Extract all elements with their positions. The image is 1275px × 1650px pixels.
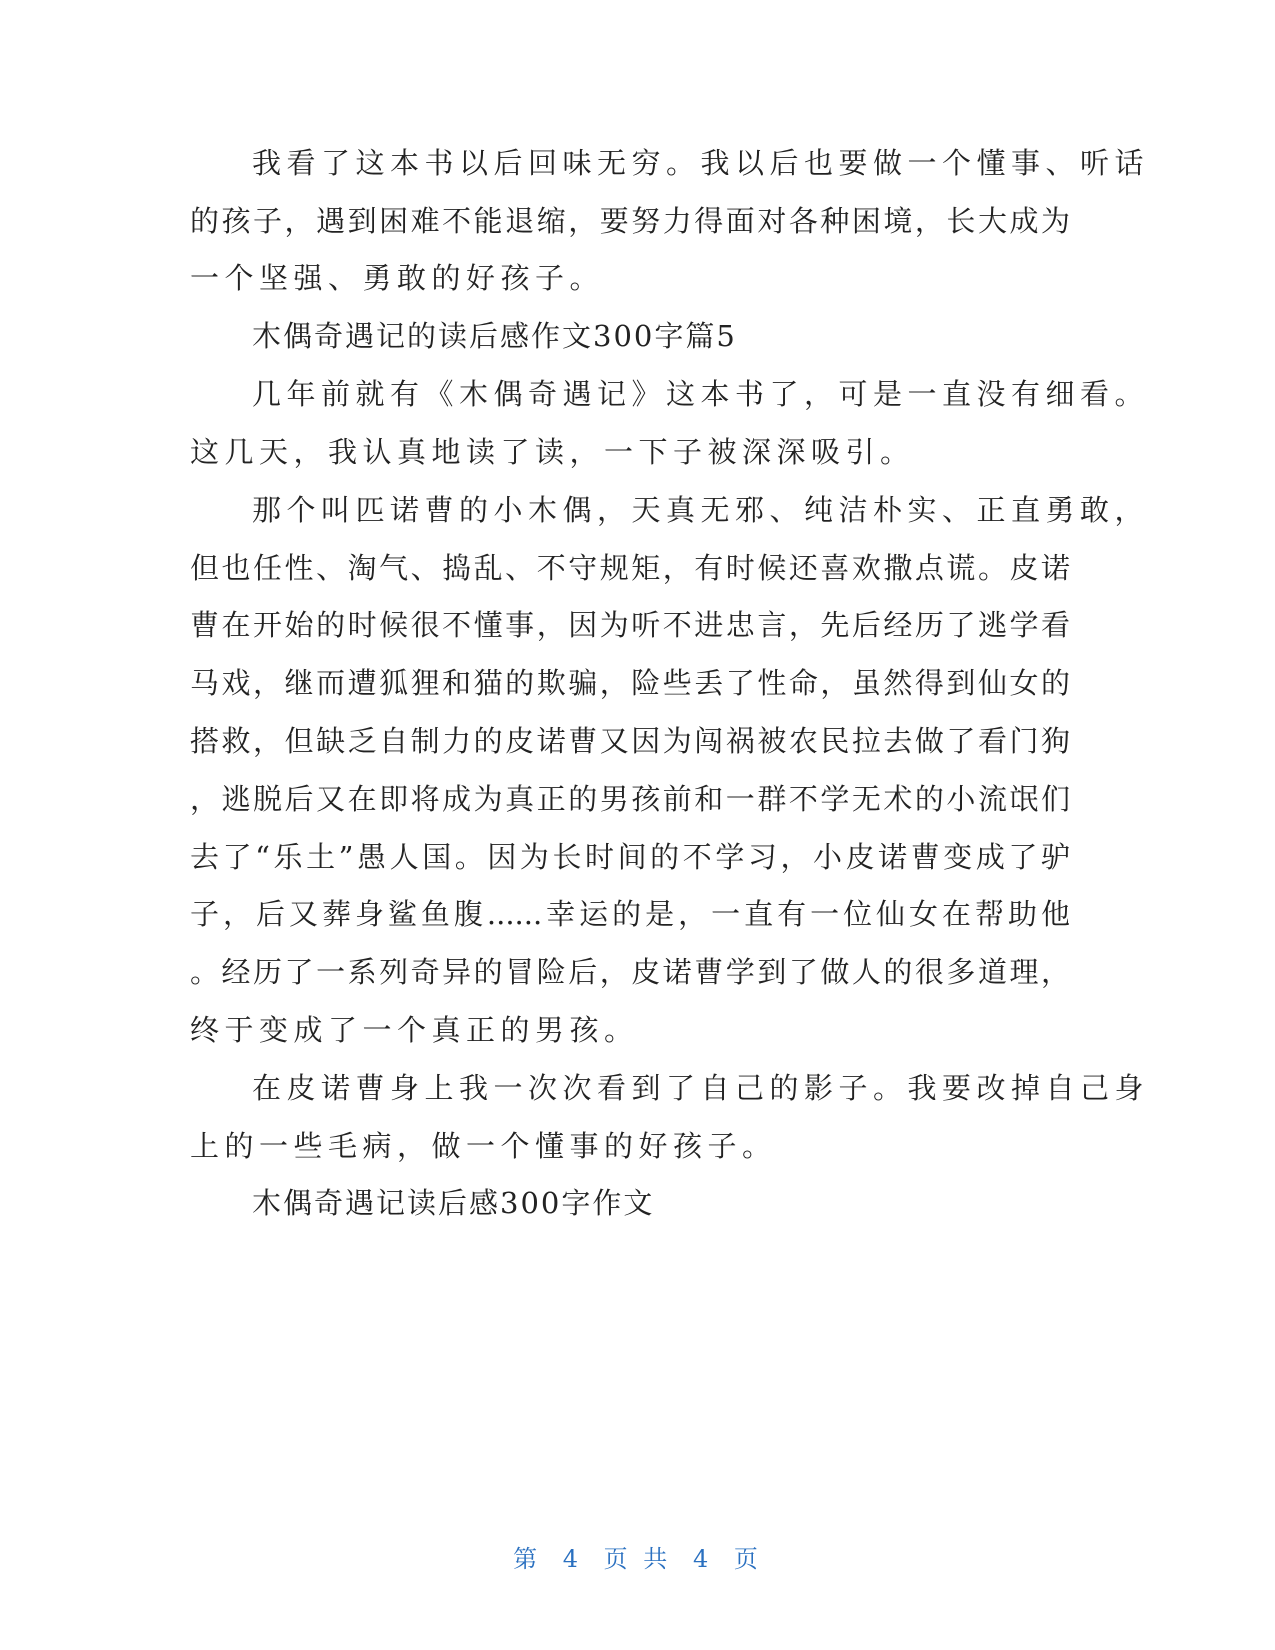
text-line: 但也任性、淘气、捣乱、不守规矩，有时候还喜欢撒点谎。皮诺 bbox=[190, 551, 1070, 585]
text-line: 马戏，继而遭狐狸和猫的欺骗，险些丢了性命，虽然得到仙女的 bbox=[190, 666, 1070, 700]
text-line: 几年前就有《木偶奇遇记》这本书了，可是一直没有细看。 bbox=[252, 377, 1150, 411]
text-line: 子，后又葬身鲨鱼腹......幸运的是，一直有一位仙女在帮助他 bbox=[190, 897, 1070, 931]
text-line: 搭救，但缺乏自制力的皮诺曹又因为闯祸被农民拉去做了看门狗 bbox=[190, 724, 1070, 758]
text-line: 这几天，我认真地读了读，一下子被深深吸引。 bbox=[190, 435, 915, 469]
footer-page-number: 4 bbox=[562, 1545, 583, 1573]
text-line: 。经历了一系列奇异的冒险后，皮诺曹学到了做人的很多道理， bbox=[190, 955, 1070, 989]
text-line: 一个坚强、勇敢的好孩子。 bbox=[190, 261, 605, 295]
text-line: 曹在开始的时候很不懂事，因为听不进忠言，先后经历了逃学看 bbox=[190, 608, 1070, 642]
section-heading: 木偶奇遇记的读后感作文300字篇5 bbox=[252, 319, 737, 353]
footer-suffix: 页 bbox=[733, 1545, 762, 1573]
text-line: 我看了这本书以后回味无穷。我以后也要做一个懂事、听话 bbox=[252, 146, 1150, 180]
text-line: ，逃脱后又在即将成为真正的男孩前和一群不学无术的小流氓们 bbox=[190, 782, 1070, 816]
text-line: 那个叫匹诺曹的小木偶，天真无邪、纯洁朴实、正直勇敢， bbox=[252, 493, 1150, 527]
text-line: 在皮诺曹身上我一次次看到了自己的影子。我要改掉自己身 bbox=[252, 1071, 1150, 1105]
footer-prefix: 第 bbox=[513, 1545, 542, 1573]
footer-middle: 页 共 bbox=[603, 1545, 672, 1573]
text-line: 上的一些毛病，做一个懂事的好孩子。 bbox=[190, 1129, 777, 1163]
text-line: 去了“乐土”愚人国。因为长时间的不学习，小皮诺曹变成了驴 bbox=[190, 840, 1070, 874]
section-heading: 木偶奇遇记读后感300字作文 bbox=[252, 1186, 655, 1220]
text-line: 的孩子，遇到困难不能退缩，要努力得面对各种困境，长大成为 bbox=[190, 204, 1070, 238]
text-line: 终于变成了一个真正的男孩。 bbox=[190, 1013, 639, 1047]
footer-total-pages: 4 bbox=[692, 1545, 713, 1573]
page-footer bbox=[0, 1543, 1275, 1575]
